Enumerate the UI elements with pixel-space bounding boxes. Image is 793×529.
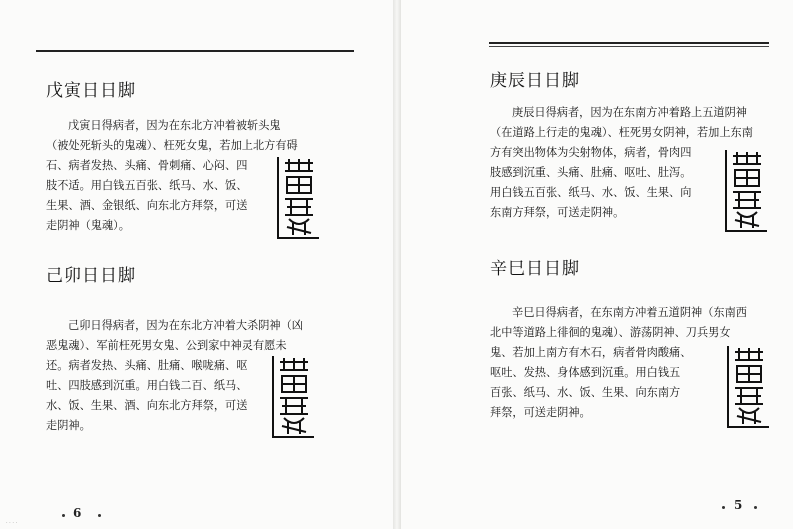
section-body: [46, 316, 303, 436]
talisman-seal-icon: [727, 346, 769, 428]
body-line: 拜祭，可送走阴神。: [490, 406, 591, 419]
section-body: [490, 303, 747, 423]
book-gutter: [393, 0, 401, 529]
top-rule-thin: [489, 46, 769, 47]
body-line: （在道路上行走的鬼魂）、枉死男女阴神，若加上东南: [490, 126, 753, 139]
talisman-seal-icon: [277, 157, 319, 239]
page-dot: [754, 506, 757, 509]
page-number: 5: [734, 498, 743, 512]
body-line: 鬼、若加上南方有木石，病者骨肉酸痛、: [490, 346, 692, 359]
body-line: 水、饭、生果、酒、向东北方拜祭，可送: [46, 399, 248, 412]
page-dot: [722, 506, 725, 509]
section-heading: 辛巳日日脚: [490, 259, 580, 279]
body-line: 己卯日得病者，因为在东北方冲着大杀阴神（凶: [68, 319, 303, 332]
section-body: [46, 116, 298, 236]
body-line: （被处死斩头的鬼魂）、枉死女鬼，若加上北方有碍: [46, 139, 298, 152]
talisman-glyph: [729, 346, 769, 426]
top-rule: [36, 50, 354, 52]
body-line: 肢不适。用白钱五百张、纸马、水、饭、: [46, 179, 248, 192]
section-heading: 戊寅日日脚: [46, 81, 136, 101]
page-dot: [98, 514, 101, 517]
talisman-glyph: [727, 150, 767, 230]
body-line: 石、病者发热、头痛、骨刺痛、心闷、四: [46, 159, 248, 172]
body-line: 走阴神。: [46, 419, 91, 432]
body-line: 辛巳日得病者，在东南方冲着五道阴神（东南西: [512, 306, 747, 319]
talisman-glyph: [279, 157, 319, 237]
section-heading: 己卯日日脚: [46, 266, 136, 286]
left-page: [0, 0, 393, 529]
section-body: [490, 103, 753, 223]
section-heading: 庚辰日日脚: [490, 71, 580, 91]
body-line: 百张、纸马、水、饭、生果、向东南方: [490, 386, 681, 399]
body-line: 吐、四肢感到沉重。用白钱二百、纸马、: [46, 379, 248, 392]
page-dot: [62, 514, 65, 517]
body-line: 肢感到沉重、头痛、肚痛、呕吐、肚泻。: [490, 166, 692, 179]
body-line: 庚辰日得病者，因为在东南方冲着路上五道阴神: [512, 106, 747, 119]
body-line: 用白钱五百张、纸马、水、饭、生果、向: [490, 186, 692, 199]
body-line: 方有突出物体为尖射物体，病者，骨肉四: [490, 146, 692, 159]
page-number: 6: [73, 506, 82, 520]
right-page: [401, 0, 793, 529]
top-rule: [489, 42, 769, 44]
body-line: 生果、酒、金银纸、向东北方拜祭，可送: [46, 199, 248, 212]
body-line: 恶鬼魂）、军前枉死男女鬼、公到家中神灵有愿未: [46, 339, 287, 352]
body-line: 呕吐、发热、身体感到沉重。用白钱五: [490, 366, 681, 379]
talisman-seal-icon: [272, 356, 314, 438]
body-line: 东南方拜祭，可送走阴神。: [490, 206, 625, 219]
talisman-glyph: [274, 356, 314, 436]
scan-mark: · · · ·: [6, 520, 18, 526]
talisman-seal-icon: [725, 150, 767, 232]
body-line: 还。病者发热、头痛、肚痛、喉咙痛、呕: [46, 359, 248, 372]
body-line: 北中等道路上徘徊的鬼魂）、游荡阴神、刀兵男女: [490, 326, 731, 339]
body-line: 走阴神（鬼魂）。: [46, 219, 130, 232]
body-line: 戊寅日得病者，因为在东北方冲着被斩头鬼: [68, 119, 281, 132]
